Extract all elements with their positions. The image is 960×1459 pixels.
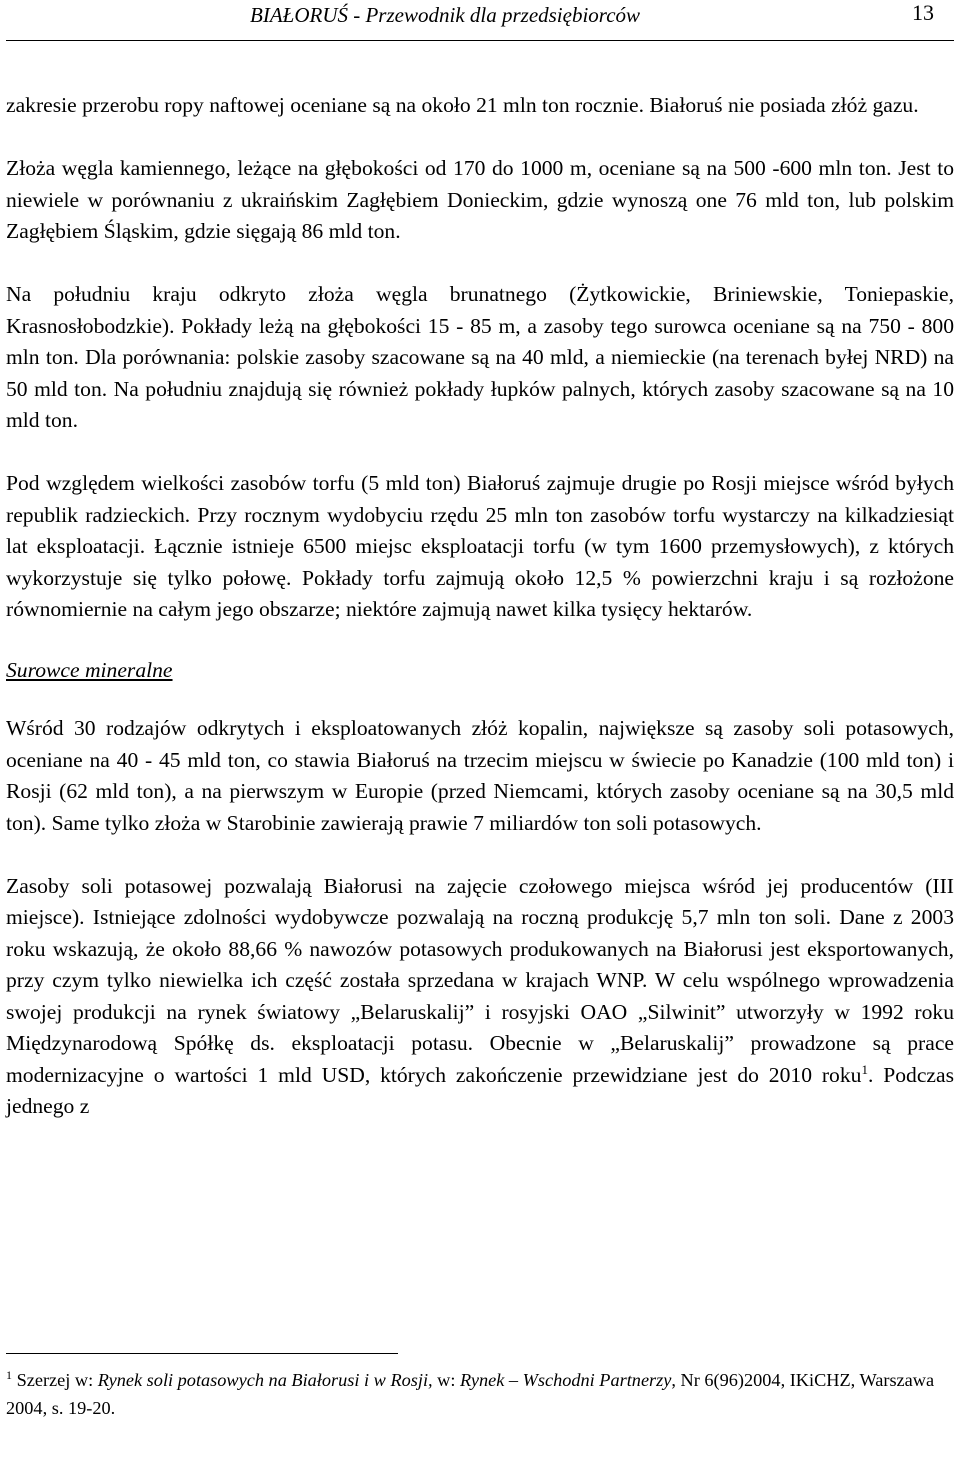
- footnote: [6, 1366, 954, 1422]
- paragraph-potash-resources: Wśród 30 rodzajów odkrytych i eksploatowanych złóż kopalin, największe są zasoby soli potasowych, oceniane na 40 - 45 mld ton, co stawia Białoruś na trzecim miejscu w świecie po Kanadzie (100 mld ton) i Rosji (62 mld ton), a na pierwszym w Europie (przed Niemcami, których zasoby oceniane są na 30,5 mld ton). Same tylko złoża w Starobinie zawierają prawie 7 miliardów ton soli potasowych.: [6, 716, 954, 835]
- page-number: 13: [912, 0, 934, 25]
- footnote-reference: 1: [861, 1061, 868, 1077]
- paragraph-oil: zakresie przerobu ropy naftowej oceniane są na około 21 mln ton rocznie. Białoruś nie posiada złóż gazu.: [6, 93, 919, 117]
- paragraph-potash-tail: . Podczas jednego z: [6, 1062, 954, 1118]
- paragraph-brown-coal: Na południu kraju odkryto złoża węgla brunatnego (Żytkowickie, Briniewskie, Toniepaskie, Krasnosłobodzkie). Pokłady leżą na głębokości 15 - 85 m, a zasoby tego surowca oceniane są na 750 - 800 mln ton. Dla porównania: polskie zasoby szacowane są na 40 mld, a niemieckie (na terenach byłej NRD) na 50 mld ton. Na południu znajdują się również pokłady łupków palnych, których zasoby szacowane są na 10 mld ton.: [6, 282, 954, 432]
- footnote-journal: Rynek – Wschodni Partnerzy: [460, 1370, 672, 1390]
- paragraph-potash-production: [6, 871, 954, 1123]
- header-title: BIAŁORUŚ - Przewodnik dla przedsiębiorców: [250, 3, 641, 27]
- footnote-in-label: w:: [432, 1370, 461, 1390]
- body-content: [6, 90, 954, 1154]
- paragraph-peat: Pod względem wielkości zasobów torfu (5 mld ton) Białoruś zajmuje drugie po Rosji miejsce wśród byłych republik radzieckich. Przy rocznym wydobyciu rzędu 25 mln ton zasobów torfu wystarczy na kilkadziesiąt lat eksploatacji. Łącznie istnieje 6500 miejsc eksploatacji torfu (w tym 1600 przemysłowych), z których wykorzystuje się tylko połowę. Pokłady torfu zajmują około 12,5 % powierzchni kraju i są rozłożone równomiernie na całym jego obszarze; niektóre zajmują nawet kilka tysięcy hektarów.: [6, 471, 954, 621]
- paragraph-hard-coal: Złoża węgla kamiennego, leżące na głębokości od 170 do 1000 m, oceniane są na 500 -600 mln ton. Jest to niewiele w porównaniu z ukraińskim Zagłębiem Donieckim, gdzie wynoszą one 76 mld ton, lub polskim Zagłębiem Śląskim, gdzie sięgają 86 mld ton.: [6, 156, 954, 243]
- footnote-marker: 1: [6, 1367, 12, 1382]
- section-heading: Surowce mineralne: [6, 657, 173, 682]
- page-header: [6, 0, 954, 41]
- footnote-separator: [6, 1353, 398, 1354]
- footnote-lead: Szerzej w:: [12, 1370, 98, 1390]
- paragraph-potash-text: Zasoby soli potasowej pozwalają Białorusi na zajęcie czołowego miejsca wśród jej producentów (III miejsce). Istniejące zdolności wydobywcze pozwalają na roczną produkcję 5,7 mln ton soli. Dane z 2003 roku wskazują, że około 88,66 % nawozów potasowych produkowanych na Białorusi jest eksportowanych, przy czym tylko niewielka ich część została sprzedana w krajach WNP. W celu wspólnego wprowadzenia swojej produkcji na rynek światowy „Belaruskalij” i rosyjski OAO „Silwinit” utworzyły w 1992 roku Międzynarodową Spółkę ds. eksploatacji potasu. Obecnie w „Belaruskalij” prowadzone są prace modernizacyjne o wartości 1 mld USD, których zakończenie przewidziane jest do 2010 roku: [6, 873, 954, 1087]
- footnote-source-title: Rynek soli potasowych na Białorusi i w Rosji,: [97, 1370, 433, 1390]
- footnote-details: , Nr 6(96)2004, IKiCHZ, Warszawa 2004, s. 19-20.: [6, 1370, 935, 1418]
